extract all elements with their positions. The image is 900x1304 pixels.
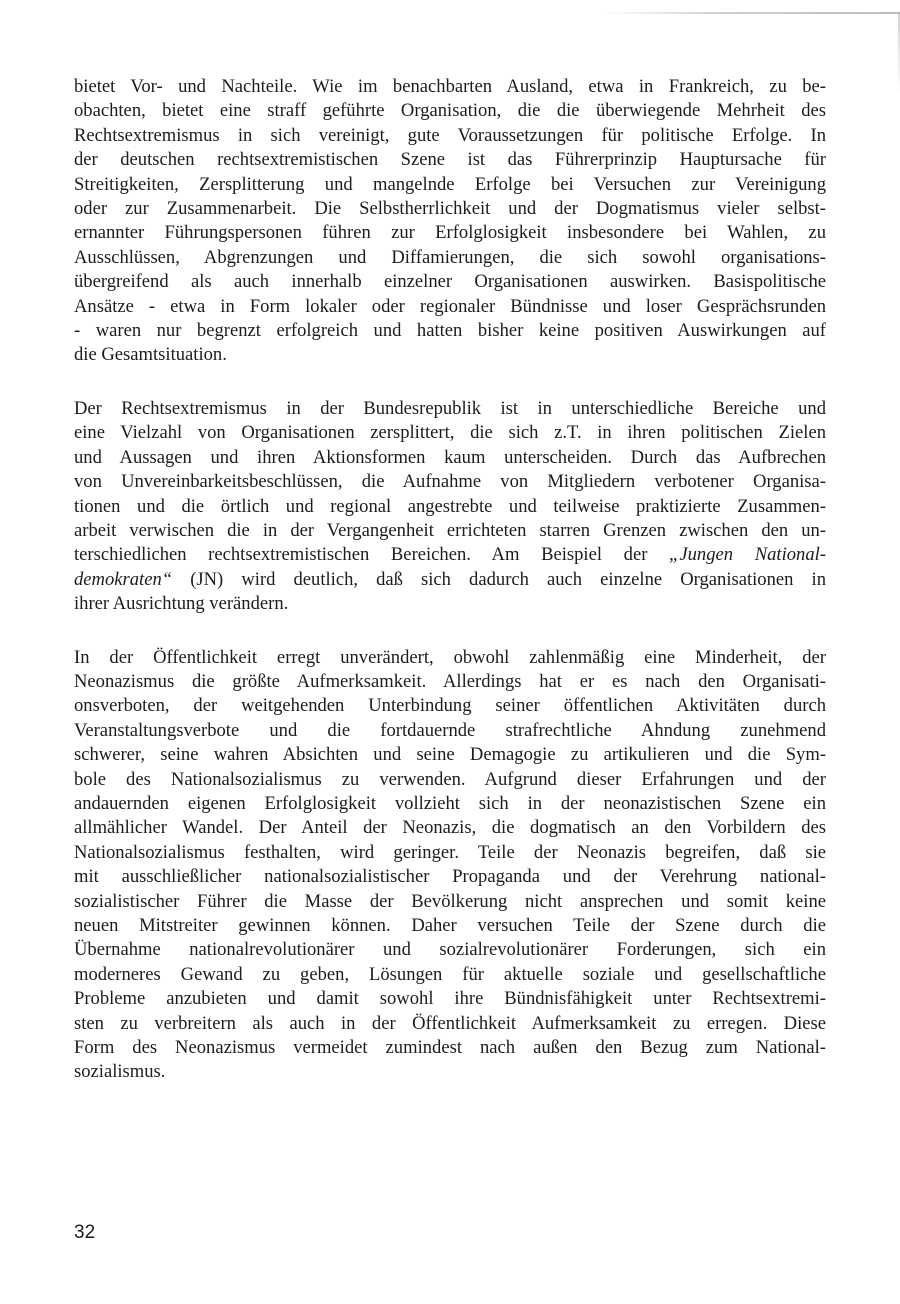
paragraph-3 — [74, 646, 826, 1085]
text-line: der deutschen rechtsextremistischen Szene ist das Führerprinzip Hauptursache für — [74, 149, 826, 171]
text-line: die Gesamtsituation. — [74, 344, 227, 366]
text-line: bole des Nationalsozialismus zu verwenden. Aufgrund dieser Erfahrungen und der — [74, 768, 826, 790]
text-line: schwerer, seine wahren Absichten und seine Demagogie zu artikulieren und die Sym- — [74, 744, 826, 766]
text-line: Ausschlüssen, Abgrenzungen und Diffamierungen, die sich sowohl organisations- — [74, 246, 826, 268]
text-line: sozialismus. — [74, 1061, 166, 1083]
text-line: neuen Mitstreiter gewinnen können. Daher versuchen Teile der Szene durch die — [74, 915, 826, 936]
text-line: Rechtsextremismus in sich vereinigt, gute Voraussetzungen für politische Erfolge. In — [74, 124, 826, 146]
text-line: ernannter Führungspersonen führen zur Erfolglosigkeit insbesondere bei Wahlen, zu — [74, 222, 826, 244]
text-line: bietet Vor- und Nachteile. Wie im benachbarten Ausland, etwa in Frankreich, zu be- — [74, 76, 826, 97]
text-line: Streitigkeiten, Zersplitterung und mangelnde Erfolge bei Versuchen zur Vereinigung — [74, 173, 826, 195]
text-line: Form des Neonazismus vermeidet zumindest nach außen den Bezug zum National- — [74, 1037, 826, 1059]
document-page — [74, 75, 826, 1114]
paragraph-1 — [74, 75, 826, 368]
scan-top-edge — [600, 12, 900, 14]
text-line: tionen und die örtlich und regional angestrebte und teilweise praktizierte Zusammen- — [74, 495, 826, 517]
text-line: oder zur Zusammenarbeit. Die Selbstherrlichkeit und der Dogmatismus vieler selbst- — [74, 198, 826, 220]
text-line: von Unvereinbarkeitsbeschlüssen, die Aufnahme von Mitgliedern verbotener Organisa- — [74, 471, 826, 493]
text-line: Veranstaltungsverbote und die fortdauernde strafrechtliche Ahndung zunehmend — [74, 719, 826, 741]
page-number: 32 — [74, 1222, 96, 1243]
emphasized-organization-name: „Jungen National- — [669, 544, 826, 566]
text-line: onsverboten, der weitgehenden Unterbindung seiner öffentlichen Aktivitäten durch — [74, 695, 826, 717]
text-line: sozialistischer Führer die Masse der Bevölkerung nicht ansprechen und somit keine — [74, 890, 826, 912]
text-line: ihrer Ausrichtung verändern. — [74, 593, 289, 615]
text-line-with-emphasis — [74, 568, 826, 592]
text-line: Übernahme nationalrevolutionärer und sozialrevolutionärer Forderungen, sich ein — [74, 939, 826, 961]
text-line: Probleme anzubieten und damit sowohl ihre Bündnisfähigkeit unter Rechtsextremi- — [74, 988, 826, 1010]
paragraph-2 — [74, 397, 826, 617]
text-line: mit ausschließlicher nationalsozialistischer Propaganda und der Verehrung national- — [74, 866, 826, 888]
text-line: übergreifend als auch innerhalb einzelner Organisationen auswirken. Basispolitische — [74, 271, 826, 293]
text-line: sten zu verbreitern als auch in der Öffentlichkeit Aufmerksamkeit zu erregen. Diese — [74, 1012, 826, 1034]
text-line-with-emphasis — [74, 543, 826, 567]
text-line: allmählicher Wandel. Der Anteil der Neonazis, die dogmatisch an den Vorbildern des — [74, 817, 826, 839]
text-segment: terschiedlichen rechtsextremistischen Bereichen. Am Beispiel der — [74, 544, 648, 566]
text-line: andauernden eigenen Erfolglosigkeit vollzieht sich in der neonazistischen Szene ein — [74, 792, 826, 814]
text-segment: (JN) wird deutlich, daß sich dadurch auch einzelne Organisationen in — [172, 568, 826, 590]
text-line: Der Rechtsextremismus in der Bundesrepublik ist in unterschiedliche Bereiche und — [74, 397, 826, 419]
text-line: In der Öffentlichkeit erregt unverändert, obwohl zahlenmäßig eine Minderheit, der — [74, 646, 826, 668]
text-line: Ansätze - etwa in Form lokaler oder regionaler Bündnisse und loser Gesprächsrunden — [74, 295, 826, 317]
text-line: Nationalsozialismus festhalten, wird geringer. Teile der Neonazis begreifen, daß sie — [74, 841, 826, 863]
text-line: arbeit verwischen die in der Vergangenheit errichteten starren Grenzen zwischen den un- — [74, 519, 826, 541]
text-line: Neonazismus die größte Aufmerksamkeit. Allerdings hat er es nach den Organisati- — [74, 670, 826, 692]
emphasized-organization-name: demokraten“ — [74, 568, 173, 590]
text-line: - waren nur begrenzt erfolgreich und hatten bisher keine positiven Auswirkungen auf — [74, 320, 826, 342]
text-line: obachten, bietet eine straff geführte Organisation, die die überwiegende Mehrheit des — [74, 100, 826, 122]
text-line: eine Vielzahl von Organisationen zersplittert, die sich z.T. in ihren politischen Zielen — [74, 422, 826, 444]
text-line: moderneres Gewand zu geben, Lösungen für aktuelle soziale und gesellschaftliche — [74, 963, 826, 985]
text-line: und Aussagen und ihren Aktionsformen kaum unterscheiden. Durch das Aufbrechen — [74, 446, 826, 468]
